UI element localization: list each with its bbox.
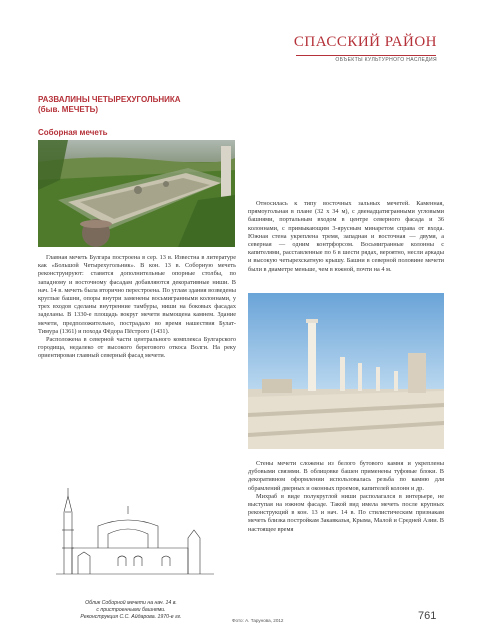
right-bottom-text bbox=[248, 460, 444, 534]
right-bottom-paragraph-2: Михраб в виде полукруглой ниши располагался в интерьере, не выступая на южном фасаде. Такой вид имела мечеть после крупных реконструкций в кон. 13 и нач. 14 в. По стилистическим признакам мечеть близка постройкам Закавказья, Крыма, Малой и Средней Азии. В настоящее время bbox=[248, 492, 444, 533]
ruins-photo bbox=[248, 293, 444, 449]
page-header-subtitle: ОБЪЕКТЫ КУЛЬТУРНОГО НАСЛЕДИЯ bbox=[335, 57, 437, 63]
section-title bbox=[38, 95, 238, 115]
drawing-caption-line1: Облик Соборной мечети на нач. 14 в. bbox=[85, 600, 177, 606]
page-header-title: СПАССКИЙ РАЙОН bbox=[293, 34, 437, 50]
left-paragraph-2: Расположена в северной части центрального комплекса Булгарского городища, недалеко от высокого берегового откоса Волги. На реку ориентирован главный северный фасад мечети. bbox=[38, 336, 236, 360]
section-subtitle: Соборная мечеть bbox=[38, 128, 108, 137]
left-paragraph-1: Главная мечеть Булгара построена в сер. 13 в. Известна в литературе как «Большой Четырехугольник». В кон. 13 в. Соборную мечеть реконструируют: ставятся дополнительные опорные столбы, по западному и восточному фасадам добавляются декоративные ниши. В нач. 14 в. мечеть была вторично перестроена. По углам здания возведены круглые башни, опоры внутри заменены восьмигранными колоннами, у трех входов сделаны внутренние тамбуры, ниши на боковых фасадах заделаны. В 1330-е площадь вокруг мечети вымощена камнем. Здание мечети, предположительно, пострадало во время нашествия Булат-Тимура (1361) и похода Фёдора Пёстрого (1431). bbox=[38, 254, 236, 335]
right-top-text bbox=[248, 200, 444, 274]
mosque-reconstruction-drawing bbox=[38, 478, 236, 604]
page-number: 761 bbox=[418, 610, 437, 622]
right-bottom-paragraph-1: Стены мечети сложены из белого бутового камня и укреплены дубовыми связями. В облицовке башен применены туфовые блоки. В декоративном оформлении использовалась резьба по камню для обрамлений дверных и оконных проемов, капителей колонн и др. bbox=[248, 460, 444, 492]
left-body-text bbox=[38, 254, 236, 361]
photo-credit: Фото: А. Тарунова, 2012 bbox=[232, 618, 284, 623]
header-divider bbox=[296, 55, 436, 56]
right-top-paragraph: Относилась к типу восточных зальных мечетей. Каменная, прямоугольная в плане (32 x 34 м), с двенадцатигранными угловыми башнями, портальным входом в центре северного фасада и 36 колоннами, с примыкающим 3-ярусным минаретом справа от входа. Южная стена укреплена тремя, западная и восточная — двумя, а северная — одним контрфорсом. Восьмигранные колонны с капителями, расставленные по 6 в шести рядах, вероятно, несли аркады и высокую четырехскатную крышу. Башни в северной половине мечети были в диаметре меньше, чем в южной, почти на 4 м. bbox=[248, 200, 444, 273]
aerial-photo bbox=[38, 140, 235, 247]
drawing-caption-line2: с пристроенными башнями. bbox=[96, 607, 166, 613]
drawing-caption-line3: Реконструкция С.С. Айдарова. 1970-е гг. bbox=[80, 614, 182, 620]
section-title-line1: РАЗВАЛИНЫ ЧЕТЫРЕХУГОЛЬНИКА bbox=[38, 95, 181, 104]
section-title-line2: (быв. МЕЧЕТЬ) bbox=[38, 105, 99, 114]
drawing-caption bbox=[56, 600, 206, 621]
